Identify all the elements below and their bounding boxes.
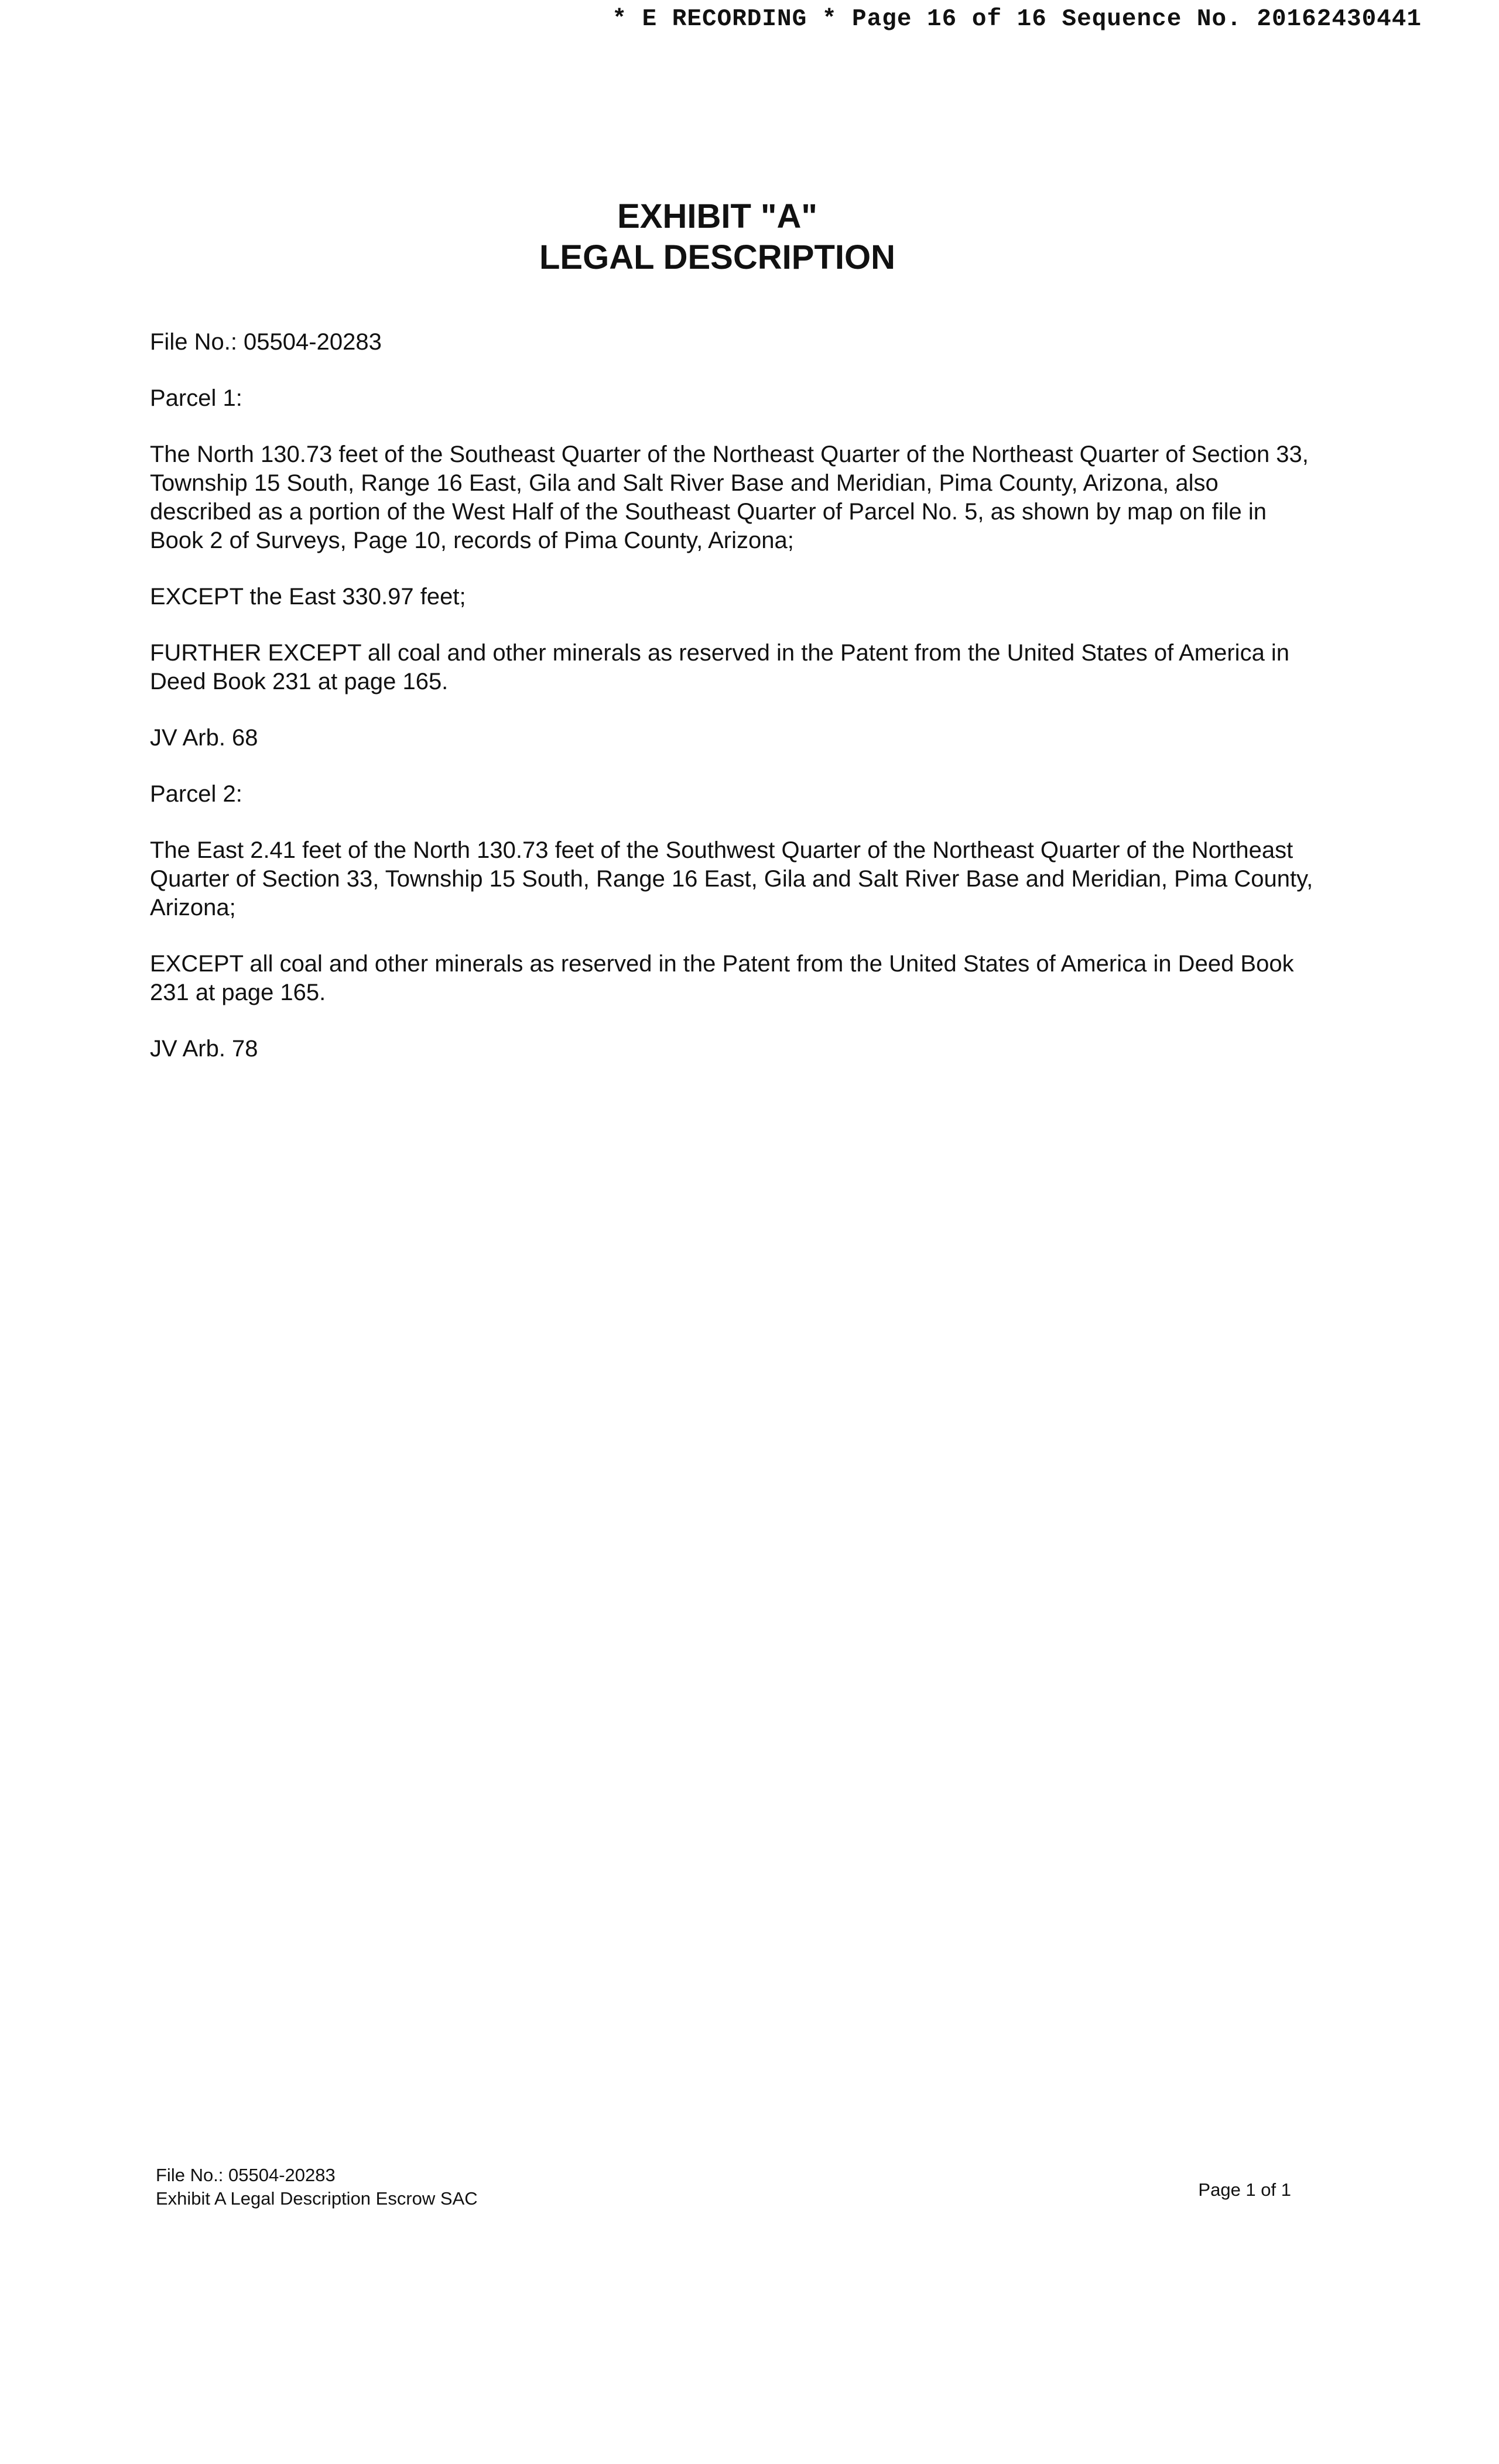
parcel-2-description: The East 2.41 feet of the North 130.73 feet of the Southwest Quarter of the Northeast Quarter of the Northeast Quarter of Section 33, Township 15 South, Range 16 East, Gila and Salt River Base and Meridian, Pima County, Arizona; [150,837,1313,920]
footer-description: Exhibit A Legal Description Escrow SAC [156,2188,478,2209]
legal-description-title: LEGAL DESCRIPTION [539,238,895,276]
parcel-2-arb: JV Arb. 78 [150,1036,258,1062]
file-number: File No.: 05504-20283 [150,329,382,355]
parcel-2-exception: EXCEPT all coal and other minerals as reserved in the Patent from the United States of America in Deed Book 231 at page 165. [150,951,1294,1005]
parcel-1-further-exception: FURTHER EXCEPT all coal and other minerals as reserved in the Patent from the United States of America in Deed Book 231 at page 165. [150,640,1290,694]
parcel-1-description: The North 130.73 feet of the Southeast Quarter of the Northeast Quarter of the Northeast Quarter of Section 33, Township 15 South, Range 16 East, Gila and Salt River Base and Meridian, Pima County, Arizona, also described as a portion of the West Half of the Southeast Quarter of Parcel No. 5, as shown by map on file in Book 2 of Surveys, Page 10, records of Pima County, Arizona; [150,442,1309,553]
footer-file-number: File No.: 05504-20283 [156,2165,336,2185]
footer-info [156,2164,478,2210]
exhibit-title: EXHIBIT "A" [617,197,817,235]
parcel-2-heading: Parcel 2: [150,781,242,807]
parcel-1-heading: Parcel 1: [150,385,242,411]
parcel-1-arb: JV Arb. 68 [150,725,258,751]
recording-stamp: * E RECORDING * Page 16 of 16 Sequence No. 20162430441 [612,6,1422,33]
document-body [150,328,1321,1091]
page-title [0,196,1435,278]
page-number: Page 1 of 1 [1198,2179,1291,2200]
parcel-1-exception: EXCEPT the East 330.97 feet; [150,584,466,610]
